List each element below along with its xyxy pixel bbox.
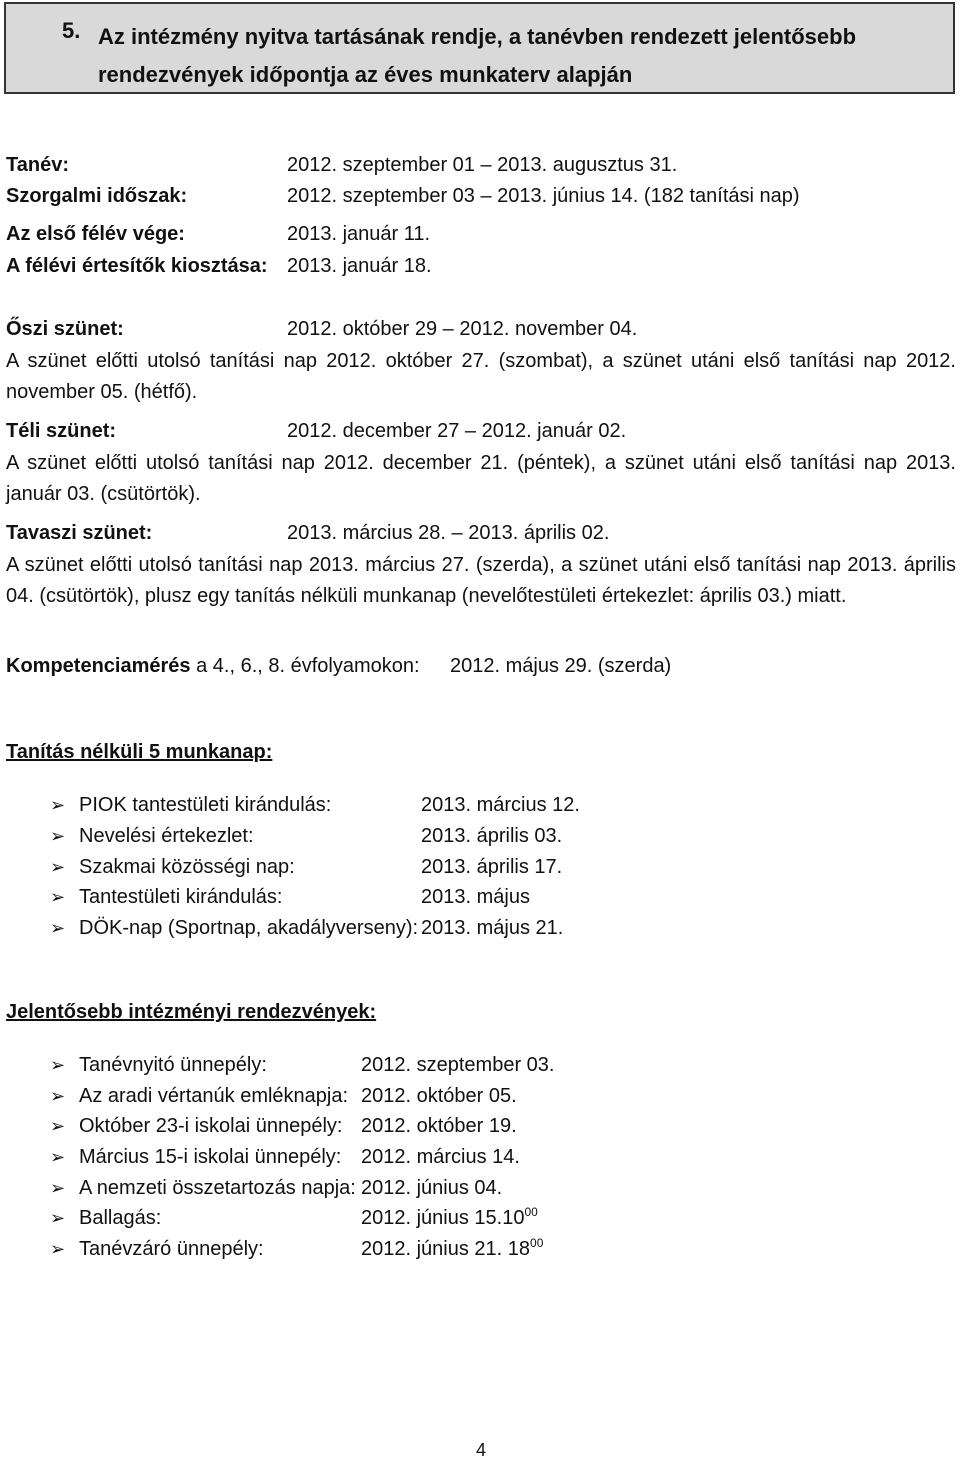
section-title: Az intézmény nyitva tartásának rendje, a tanévben rendezett jelentősebb rendezvények időpontja az éves munkaterv alapján <box>98 24 857 87</box>
event-date: 2012. október 19. <box>361 1115 517 1137</box>
workday-label: Szakmai közösségi nap: <box>79 856 295 878</box>
event-date: 2012. szeptember 03. <box>361 1054 555 1076</box>
workdays-title: Tanítás nélküli 5 munkanap: <box>6 741 273 763</box>
arrow-bullet-icon: ➢ <box>50 826 66 846</box>
competence-label: Kompetenciamérés <box>6 655 191 677</box>
schedule-label-term: Szorgalmi időszak: <box>6 185 188 207</box>
workday-date: 2013. március 12. <box>421 794 580 816</box>
competence-line <box>6 654 420 678</box>
spring-break-label: Tavaszi szünet: <box>6 522 153 544</box>
arrow-bullet-icon: ➢ <box>50 1116 66 1136</box>
page-number: 4 <box>476 1440 487 1460</box>
event-label: Ballagás: <box>79 1207 162 1229</box>
workday-date: 2013. április 17. <box>421 856 563 878</box>
autumn-break-label: Őszi szünet: <box>6 318 124 340</box>
event-date: 2012. június 15.10$^{00}$ <box>361 1205 538 1229</box>
event-label: Tanévzáró ünnepély: <box>79 1238 264 1260</box>
event-time-superscript: 00 <box>524 1205 538 1219</box>
section-heading-box <box>4 2 955 94</box>
winter-break-label: Téli szünet: <box>6 420 117 442</box>
workday-date: 2013. április 03. <box>421 825 563 847</box>
workday-date: 2013. május 21. <box>421 917 564 939</box>
event-label: A nemzeti összetartozás napja: <box>79 1177 356 1199</box>
arrow-bullet-icon: ➢ <box>50 1147 66 1167</box>
arrow-bullet-icon: ➢ <box>50 1239 66 1259</box>
event-label: Tanévnyitó ünnepély: <box>79 1054 267 1076</box>
section-number: 5. <box>62 18 81 43</box>
schedule-value-first-semester-end: 2013. január 11. <box>287 223 431 245</box>
workday-label: PIOK tantestületi kirándulás: <box>79 794 332 816</box>
schedule-value-term: 2012. szeptember 03 – 2013. június 14. (182 tanítási nap) <box>287 185 800 207</box>
spring-break-dates: 2013. március 28. – 2013. április 02. <box>287 522 610 544</box>
spring-break-note: A szünet előtti utolsó tanítási nap 2013. március 27. (szerda), a szünet utáni első tanítási nap 2013. április 04. (csütörtök), plusz egy tanítás nélküli munkanap (nevelőtestületi értekezlet: április 03.) miatt. <box>6 554 956 607</box>
workday-label: Nevelési értekezlet: <box>79 825 254 847</box>
schedule-label-report-cards: A félévi értesítők kiosztása: <box>6 255 268 277</box>
event-date: 2012. június 04. <box>361 1177 503 1199</box>
event-date: 2012. március 14. <box>361 1146 520 1168</box>
autumn-break-note: A szünet előtti utolsó tanítási nap 2012. október 27. (szombat), a szünet utáni első tanítási nap 2012. november 05. (hétfő). <box>6 350 956 403</box>
workday-label: DÖK-nap (Sportnap, akadályverseny): <box>79 917 419 939</box>
event-label: Március 15-i iskolai ünnepély: <box>79 1146 342 1168</box>
event-label: Az aradi vértanúk emléknapja: <box>79 1085 349 1107</box>
competence-date: 2012. május 29. (szerda) <box>450 655 672 677</box>
arrow-bullet-icon: ➢ <box>50 857 66 877</box>
schedule-label-school-year: Tanév: <box>6 154 69 176</box>
event-date: 2012. június 21. $18^{00}$ <box>361 1236 544 1260</box>
winter-break-note: A szünet előtti utolsó tanítási nap 2012. december 21. (péntek), a szünet utáni első tanítási nap 2013. január 03. (csütörtök). <box>6 452 956 505</box>
schedule-value-report-cards: 2013. január 18. <box>287 255 432 277</box>
arrow-bullet-icon: ➢ <box>50 887 66 907</box>
events-title: Jelentősebb intézményi rendezvények: <box>6 1001 377 1023</box>
competence-grades: a 4., 6., 8. évfolyamokon: <box>196 655 420 677</box>
workday-date: 2013. május <box>421 886 530 908</box>
arrow-bullet-icon: ➢ <box>50 1208 66 1228</box>
workday-label: Tantestületi kirándulás: <box>79 886 283 908</box>
event-time-superscript: 00 <box>530 1236 544 1250</box>
autumn-break-dates: 2012. október 29 – 2012. november 04. <box>287 318 638 340</box>
arrow-bullet-icon: ➢ <box>50 795 66 815</box>
event-date: 2012. október 05. <box>361 1085 517 1107</box>
arrow-bullet-icon: ➢ <box>50 918 66 938</box>
schedule-label-first-semester-end: Az első félév vége: <box>6 223 185 245</box>
arrow-bullet-icon: ➢ <box>50 1055 66 1075</box>
event-label: Október 23-i iskolai ünnepély: <box>79 1115 343 1137</box>
schedule-value-school-year: 2012. szeptember 01 – 2013. augusztus 31. <box>287 154 678 176</box>
arrow-bullet-icon: ➢ <box>50 1178 66 1198</box>
arrow-bullet-icon: ➢ <box>50 1086 66 1106</box>
winter-break-dates: 2012. december 27 – 2012. január 02. <box>287 420 627 442</box>
